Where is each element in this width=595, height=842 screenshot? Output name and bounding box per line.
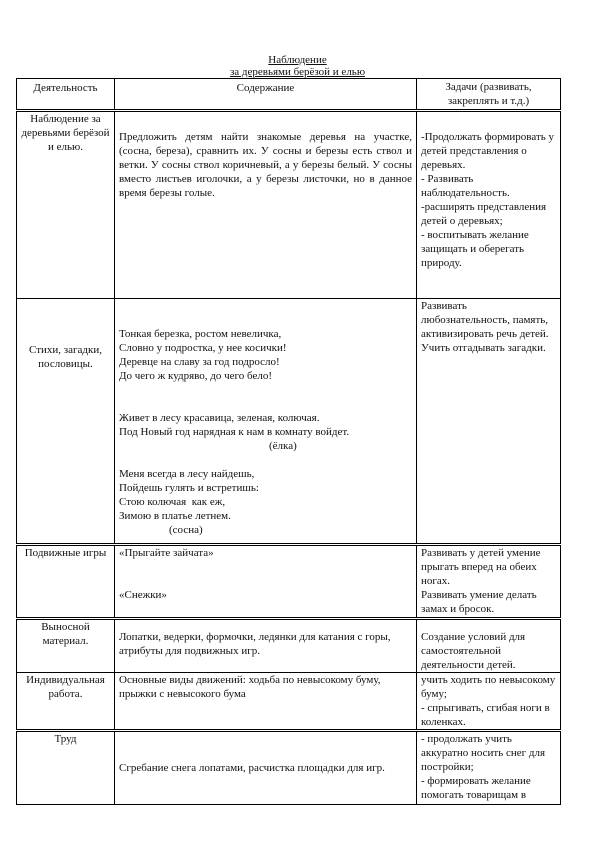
row-tasks: Создание условий для самостоятельной деятельности детей. — [417, 619, 561, 673]
table-row — [17, 619, 561, 673]
row-activity: Труд — [17, 731, 115, 805]
table-row — [17, 299, 561, 545]
title-line-2: за деревьями берёзой и елью — [229, 66, 366, 78]
row-activity: Стихи, загадки, пословицы. — [17, 299, 115, 545]
document-title — [0, 54, 595, 78]
row-activity: Индивидуальная работа. — [17, 673, 115, 731]
title-line-1: Наблюдение — [268, 54, 327, 66]
row-tasks: Развивать у детей умение прыгать вперед на обеих ногах. Развивать умение делать замах и бросок. — [417, 545, 561, 619]
row-tasks: учить ходить по невысокому буму; - спрыгивать, сгибая ноги в коленках. — [417, 673, 561, 731]
row-content: Лопатки, ведерки, формочки, ледянки для катания с горы, атрибуты для подвижных игр. — [115, 619, 417, 673]
row-content: Сгребание снега лопатами, расчистка площадки для игр. — [115, 731, 417, 805]
row-tasks: - продолжать учить аккуратно носить снег для постройки; - формировать желание помогать товарищам в — [417, 731, 561, 805]
row-activity: Выносной материал. — [17, 619, 115, 673]
row-content: Основные виды движений: ходьба по невысокому буму, прыжки с невысокого бума — [115, 673, 417, 731]
table-row — [17, 673, 561, 731]
activity-plan-table — [16, 78, 561, 805]
row-tasks: -Продолжать формировать у детей представления о деревьях. - Развивать наблюдательность. -расширять представления детей о деревьях; - воспитывать желание защищать и оберегать природу. — [417, 111, 561, 299]
table-row — [17, 731, 561, 805]
row-content: Предложить детям найти знакомые деревья на участке, (сосна, береза), сравнить их. У сосны и березы есть ствол и ветки. У сосны ствол коричневый, а у березы белый. У сосны вместо листьев иголочки, а у березы листочки, но в данное время березы голые. — [115, 111, 417, 299]
row-content: Тонкая березка, ростом невеличка, Словно у подростка, у нее косички! Деревце на славу за год подросло! До чего ж кудряво, до чего бело! Живет в лесу красавица, зеленая, колючая. Под Новый год нарядная к нам в комнату войдет. (ёлка) Меня всегда в лесу найдешь, Пойдешь гулять и встретишь: Стою колючая как еж, Зимою в платье летнем. (сосна) — [115, 299, 417, 545]
header-activity: Деятельность — [17, 79, 115, 111]
table-row — [17, 111, 561, 299]
header-tasks: Задачи (развивать, закреплять и т.д.) — [417, 79, 561, 111]
row-activity: Подвижные игры — [17, 545, 115, 619]
row-activity: Наблюдение за деревьями берёзой и елью. — [17, 111, 115, 299]
header-content: Содержание — [115, 79, 417, 111]
table-row — [17, 545, 561, 619]
row-tasks: Развивать любознательность, память, активизировать речь детей. Учить отгадывать загадки. — [417, 299, 561, 545]
table-header-row — [17, 79, 561, 111]
row-content: «Прыгайте зайчата» «Снежки» — [115, 545, 417, 619]
